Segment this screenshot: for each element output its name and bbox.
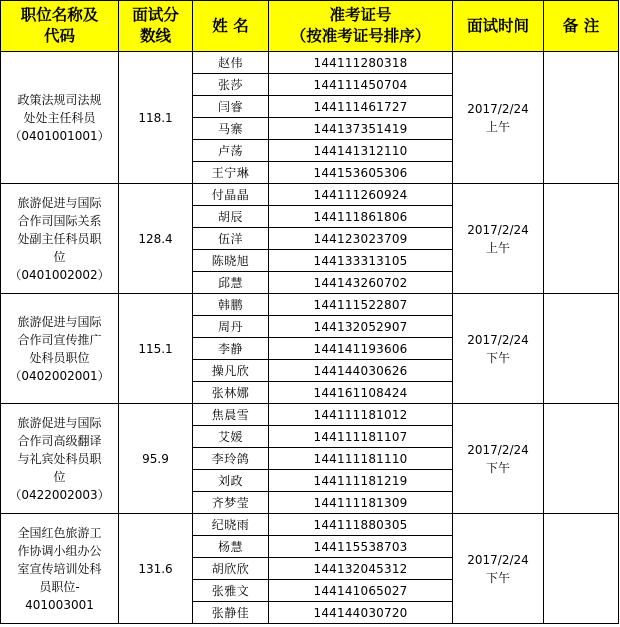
candidate-name: 周丹 [193, 316, 269, 338]
table-row [1, 514, 619, 536]
candidate-name: 卢荡 [193, 140, 269, 162]
candidate-id: 144161108424 [269, 382, 453, 404]
header-note: 备 注 [544, 1, 619, 52]
candidate-id: 144111181110 [269, 448, 453, 470]
header-row [1, 1, 619, 52]
candidate-name: 胡欣欣 [193, 558, 269, 580]
score-cell: 128.4 [119, 184, 193, 294]
position-cell: 全国红色旅游工 作协调小组办公 室宣传培训处科 员职位- 401003001 [1, 514, 119, 624]
interview-time-cell: 2017/2/24 上午 [453, 52, 544, 184]
score-cell: 118.1 [119, 52, 193, 184]
candidate-name: 张静佳 [193, 602, 269, 624]
note-cell [544, 514, 619, 624]
candidate-name: 王宁琳 [193, 162, 269, 184]
header-name: 姓 名 [193, 1, 269, 52]
header-id: 准考证号 （按准考证号排序） [269, 1, 453, 52]
candidate-name: 齐梦莹 [193, 492, 269, 514]
candidate-name: 刘政 [193, 470, 269, 492]
candidate-id: 144111181219 [269, 470, 453, 492]
table-row [1, 184, 619, 206]
interview-time-cell: 2017/2/24 下午 [453, 514, 544, 624]
note-cell [544, 52, 619, 184]
candidate-name: 李静 [193, 338, 269, 360]
interview-time-cell: 2017/2/24 上午 [453, 184, 544, 294]
note-cell [544, 294, 619, 404]
candidate-id: 144123023709 [269, 228, 453, 250]
candidate-name: 张林娜 [193, 382, 269, 404]
interview-time-cell: 2017/2/24 下午 [453, 404, 544, 514]
candidate-id: 144111280318 [269, 52, 453, 74]
score-cell: 95.9 [119, 404, 193, 514]
interview-time-cell: 2017/2/24 下午 [453, 294, 544, 404]
candidate-name: 伍洋 [193, 228, 269, 250]
candidate-id: 144143260702 [269, 272, 453, 294]
candidate-name: 张莎 [193, 74, 269, 96]
candidate-name: 纪晓雨 [193, 514, 269, 536]
table-row [1, 404, 619, 426]
candidate-name: 马寨 [193, 118, 269, 140]
position-cell: 政策法规司法规 处处主任科员 （0401001001） [1, 52, 119, 184]
candidate-id: 144111861806 [269, 206, 453, 228]
candidate-id: 144141193606 [269, 338, 453, 360]
candidate-id: 144111181309 [269, 492, 453, 514]
candidate-id: 144141065027 [269, 580, 453, 602]
candidate-name: 张雅文 [193, 580, 269, 602]
candidate-id: 144141312110 [269, 140, 453, 162]
score-cell: 115.1 [119, 294, 193, 404]
candidate-name: 操凡欣 [193, 360, 269, 382]
position-cell: 旅游促进与国际 合作司宣传推广 处科员职位 （0402002001） [1, 294, 119, 404]
header-score: 面试分 数线 [119, 1, 193, 52]
candidate-id: 144111260924 [269, 184, 453, 206]
candidate-name: 焦晨雪 [193, 404, 269, 426]
candidate-name: 韩鹏 [193, 294, 269, 316]
candidate-id: 144111450704 [269, 74, 453, 96]
candidate-id: 144132052907 [269, 316, 453, 338]
candidate-name: 杨慧 [193, 536, 269, 558]
candidate-id: 144144030626 [269, 360, 453, 382]
candidate-id: 144133313105 [269, 250, 453, 272]
candidate-id: 144111181107 [269, 426, 453, 448]
position-cell: 旅游促进与国际 合作司高级翻译 与礼宾处科员职 位 （0422002003） [1, 404, 119, 514]
candidate-name: 赵伟 [193, 52, 269, 74]
position-cell: 旅游促进与国际 合作司国际关系 处副主任科员职 位 （0401002002） [1, 184, 119, 294]
score-cell: 131.6 [119, 514, 193, 624]
header-time: 面试时间 [453, 1, 544, 52]
candidate-id: 144153605306 [269, 162, 453, 184]
note-cell [544, 184, 619, 294]
candidate-id: 144111461727 [269, 96, 453, 118]
candidate-name: 艾媛 [193, 426, 269, 448]
candidate-name: 胡辰 [193, 206, 269, 228]
candidate-name: 邱慧 [193, 272, 269, 294]
table-row [1, 294, 619, 316]
table-body [1, 52, 619, 624]
candidate-id: 144111880305 [269, 514, 453, 536]
note-cell [544, 404, 619, 514]
candidate-name: 闫睿 [193, 96, 269, 118]
candidate-id: 144144030720 [269, 602, 453, 624]
candidate-id: 144115538703 [269, 536, 453, 558]
candidate-id: 144111522807 [269, 294, 453, 316]
candidate-name: 付晶晶 [193, 184, 269, 206]
candidate-id: 144137351419 [269, 118, 453, 140]
table-row [1, 52, 619, 74]
candidate-name: 李玲鸽 [193, 448, 269, 470]
candidate-id: 144132045312 [269, 558, 453, 580]
header-position: 职位名称及 代码 [1, 1, 119, 52]
candidate-name: 陈晓旭 [193, 250, 269, 272]
candidate-id: 144111181012 [269, 404, 453, 426]
